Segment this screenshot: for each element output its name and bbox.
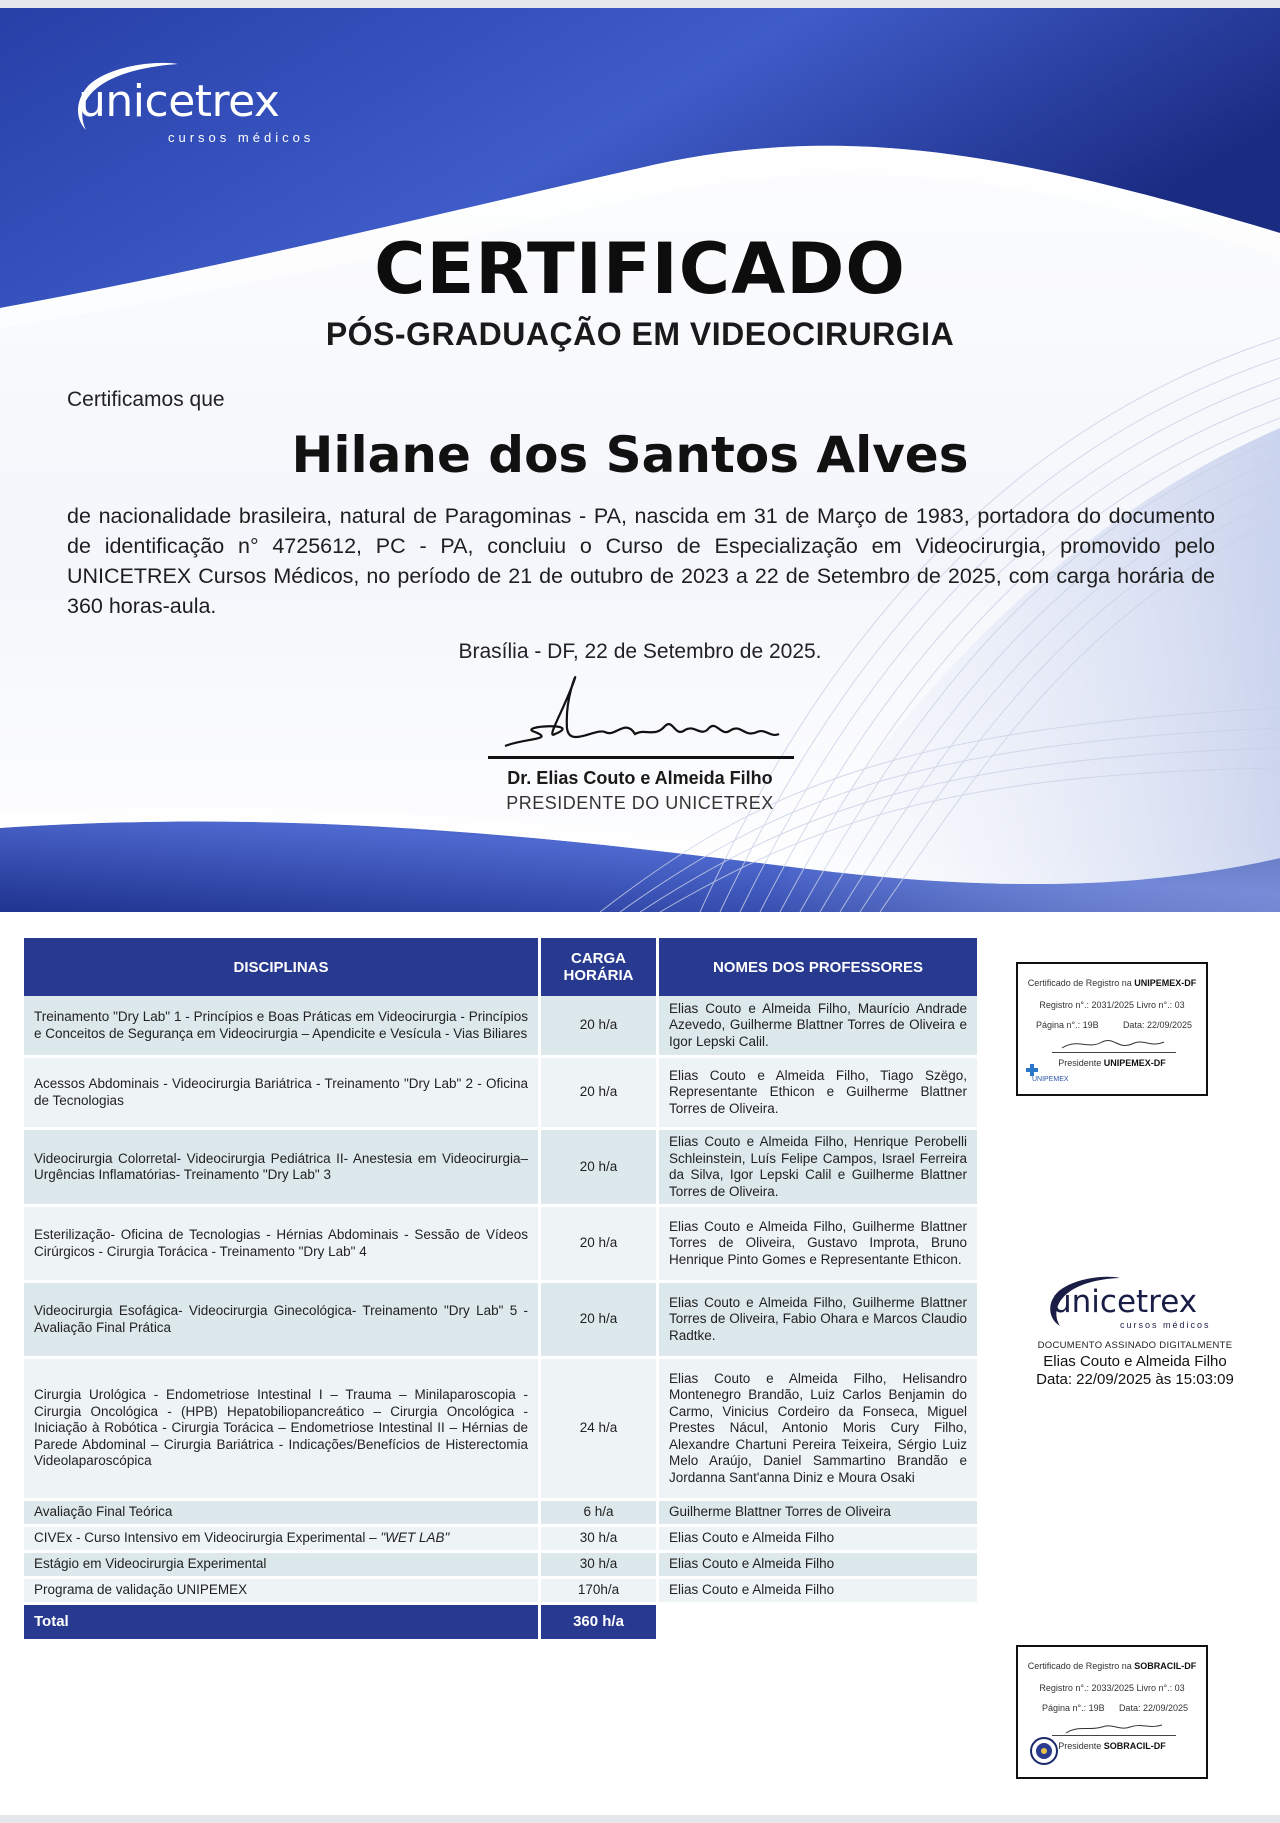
hours-cell: 20 h/a [541,996,659,1058]
table-row [24,1283,980,1359]
table-row [24,1579,980,1605]
professors-cell: Guilherme Blattner Torres de Oliveira [659,1501,980,1527]
discipline-cell: Esterilização- Oficina de Tecnologias - Hérnias Abdominais - Sessão de Vídeos Cirúrgicos - Cirurgia Torácica - Treinamento "Dry Lab" 4 [24,1207,541,1283]
registry-number: Registro n°.: 2033/2025 Livro n°.: 03 [1039,1683,1185,1693]
table-row [24,996,980,1058]
registry-title [1018,1661,1206,1671]
professors-cell: Elias Couto e Almeida Filho, Tiago Szëgo, Representante Ethicon e Guilherme Blattner Torres de Oliveira. [659,1058,980,1130]
disciplines-table-wrapper [24,938,980,1642]
professors-cell: Elias Couto e Almeida Filho, Guilherme Blattner Torres de Oliveira, Fabio Ohara e Marcos Claudio Radtke. [659,1283,980,1359]
discipline-cell: Cirurgia Urológica - Endometriose Intestinal I – Trauma – Minilaparoscopia - Cirurgia Oncológica - (HPB) Hepatobiliopancreático – Cirurgia Oncológica - Iniciação à Robótica - Cirurgia Torácica – Endometriose Intestinal II – Hérnias de Parede Abdominal – Cirurgia Bariátrica - Indicações/Benefícios de Histerectomia Videolaparoscópica [24,1359,541,1501]
total-hours: 360 h/a [541,1605,659,1642]
unipemex-logo [1026,1064,1076,1088]
signature-line [488,756,794,759]
registry-title [1018,978,1206,988]
certificate-panel [0,8,1280,912]
discipline-cell: Videocirurgia Colorretal- Videocirurgia Pediátrica II- Anestesia em Videocirurgia– Urgências Inflamatórias- Treinamento "Dry Lab" 3 [24,1130,541,1207]
recipient-name: Hilane dos Santos Alves [291,426,969,484]
logo-wordmark: unicetrex [1052,1284,1198,1320]
registry-page: Página n°.: 19B [1042,1703,1105,1713]
hours-cell: 24 h/a [541,1359,659,1501]
registry-date: Data: 22/09/2025 [1118,1703,1188,1713]
wet-lab-label: "WET LAB" [380,1530,450,1546]
digital-signature-label: DOCUMENTO ASSINADO DIGITALMENTE [1037,1340,1233,1351]
hours-cell: 30 h/a [541,1553,659,1579]
professors-cell: Elias Couto e Almeida Filho, Henrique Perobelli Schleinstein, Luís Felipe Campos, Israel Ferreira da Silva, Igor Lepski Calil e Guilherme Blattner Torres de Oliveira. [659,1130,980,1207]
registry-signature [1058,1032,1168,1054]
header-professors: NOMES DOS PROFESSORES [659,938,980,996]
discipline-cell: Avaliação Final Teórica [24,1501,541,1527]
professors-cell: Elias Couto e Almeida Filho [659,1527,980,1553]
table-row [24,1527,980,1553]
hours-cell: 6 h/a [541,1501,659,1527]
professors-cell: Elias Couto e Almeida Filho, Guilherme Blattner Torres de Oliveira, Gustavo Improta, Bruno Henrique Pinto Gomes e Representante Ethicon. [659,1207,980,1283]
registry-title-prefix: Certificado de Registro na [1027,1661,1135,1671]
registry-page: Página n°.: 19B [1036,1020,1099,1030]
sobracil-seal-icon [1030,1737,1058,1765]
logo-tagline: cursos médicos [1120,1320,1211,1330]
disciplines-table [24,938,980,1642]
president-signature [495,668,795,763]
hours-cell: 20 h/a [541,1058,659,1130]
signer-name: Dr. Elias Couto e Almeida Filho [507,768,773,788]
certificate-subtitle: PÓS-GRADUAÇÃO EM VIDEOCIRURGIA [325,316,955,352]
unipemex-logo-text: UNIPEMEX [1032,1076,1069,1083]
signer-role: PRESIDENTE DO UNICETREX [506,793,774,813]
hours-cell: 30 h/a [541,1527,659,1553]
registry-signature [1058,1715,1168,1737]
registry-stamp-unipemex [1016,962,1208,1096]
hours-cell: 20 h/a [541,1283,659,1359]
logo-wordmark: unicetrex [78,76,280,127]
discipline-cell [24,1527,541,1553]
registry-signer-org: UNIPEMEX-DF [1103,1058,1166,1068]
discipline-cell: Treinamento "Dry Lab" 1 - Princípios e Boas Práticas em Videocirurgia - Princípios e Conceitos de Segurança em Videocirurgia – Apendicite e Vesícula - Vias Biliares [24,996,541,1058]
logo-tagline: cursos médicos [168,130,315,145]
registry-title-prefix: Certificado de Registro na [1027,978,1135,988]
table-header-row [24,938,980,996]
table-row [24,1359,980,1501]
professors-cell: Elias Couto e Almeida Filho, Maurício Andrade Azevedo, Guilherme Blattner Torres de Oliveira e Igor Lepski Calil. [659,996,980,1058]
certificate-title: CERTIFICADO [374,228,906,310]
certificate-intro: Certificamos que [67,388,225,411]
discipline-cell: Acessos Abdominais - Videocirurgia Bariátrica - Treinamento "Dry Lab" 2 - Oficina de Tecnologias [24,1058,541,1130]
header-hours: CARGA HORÁRIA [541,938,659,996]
discipline-cell: Estágio em Videocirurgia Experimental [24,1553,541,1579]
discipline-cell: Videocirurgia Esofágica- Videocirurgia Ginecológica- Treinamento "Dry Lab" 5 - Avaliação Final Prática [24,1283,541,1359]
registry-sign-line [1052,1052,1176,1053]
top-border [0,0,1280,8]
hours-cell: 20 h/a [541,1130,659,1207]
bottom-border [0,1815,1280,1823]
registry-stamp-sobracil [1016,1645,1208,1779]
registry-signer-org: SOBRACIL-DF [1103,1741,1166,1751]
table-row [24,1207,980,1283]
discipline-text: CIVEx - Curso Intensivo em Videocirurgia Experimental – [34,1530,381,1546]
professors-cell: Elias Couto e Almeida Filho [659,1553,980,1579]
unipemex-logo-icon [1026,1064,1038,1076]
place-date: Brasília - DF, 22 de Setembro de 2025. [458,640,822,663]
header-disciplines: DISCIPLINAS [24,938,541,996]
unicetrex-logo-small [1010,1270,1260,1332]
registry-title-org: UNIPEMEX-DF [1134,978,1197,988]
registry-signer-prefix: Presidente [1058,1741,1104,1751]
table-total-row [24,1605,980,1642]
registry-sign-line [1052,1735,1176,1736]
registry-date: Data: 22/09/2025 [1122,1020,1192,1030]
registry-signer-prefix: Presidente [1058,1058,1104,1068]
professors-cell: Elias Couto e Almeida Filho [659,1579,980,1605]
total-label: Total [24,1605,541,1642]
total-blank-cell [659,1605,980,1642]
unicetrex-logo [68,56,348,148]
hours-cell: 170h/a [541,1579,659,1605]
hours-cell: 20 h/a [541,1207,659,1283]
table-row [24,1130,980,1207]
digital-signature-date: Data: 22/09/2025 às 15:03:09 [1036,1371,1234,1388]
table-row [24,1501,980,1527]
table-row [24,1058,980,1130]
certificate-body: de nacionalidade brasileira, natural de Paragominas - PA, nascida em 31 de Março de 1983, portadora do documento de identificação n° 4725612, PC - PA, concluiu o Curso de Especialização em Videocirurgia, promovido pelo UNICETREX Cursos Médicos, no período de 21 de outubro de 2023 a 22 de Setembro de 2025, com carga horária de 360 horas-aula. [67,504,1215,618]
registry-title-org: SOBRACIL-DF [1134,1661,1197,1671]
digital-signature-block [1010,1270,1260,1388]
registry-number: Registro n°.: 2031/2025 Livro n°.: 03 [1039,1000,1185,1010]
professors-cell: Elias Couto e Almeida Filho, Helisandro Montenegro Brandão, Luiz Carlos Benjamin do Carmo, Vinicius Cordeiro da Fonseca, Miguel Prestes Nácul, Antonio Moris Cury Filho, Alexandre Chartuni Pereira Teixeira, Sérgio Luiz Melo Araújo, Daniel Sammartino Brandão e Jordanna Sant'anna Diniz e Moura Osaki [659,1359,980,1501]
digital-signer-name: Elias Couto e Almeida Filho [1043,1353,1227,1370]
table-row [24,1553,980,1579]
discipline-cell: Programa de validação UNIPEMEX [24,1579,541,1605]
